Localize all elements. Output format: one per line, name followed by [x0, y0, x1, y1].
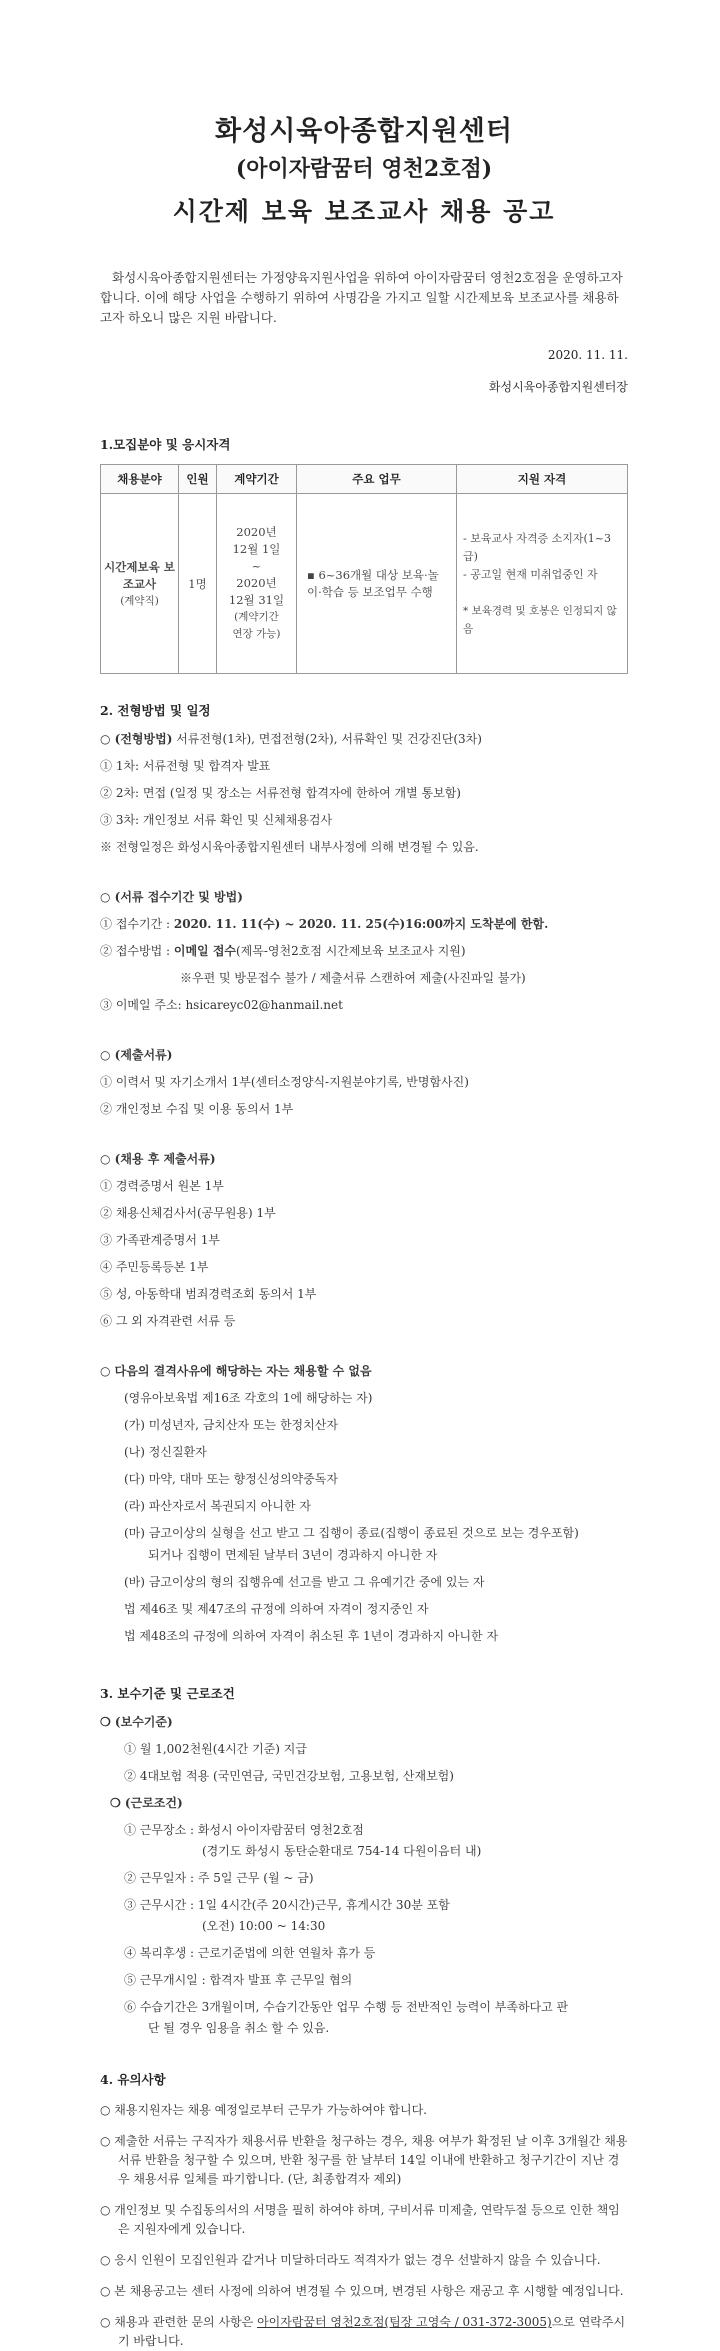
list-item: ④ 주민등록등본 1부: [100, 1260, 209, 1274]
table-header-cell: 계약기간: [217, 465, 297, 494]
issuer-name: 화성시육아종합지원센터장: [488, 380, 628, 394]
list-item: ⑤ 성, 아동학대 범죄경력조회 동의서 1부: [100, 1287, 317, 1301]
receipt-method-label: ② 접수방법 :: [100, 944, 174, 958]
table-header-cell: 지원 자격: [457, 465, 628, 494]
table-header-cell: 주요 업무: [297, 465, 457, 494]
section3-title: 3. 보수기준 및 근로조건: [100, 1686, 235, 1701]
list-item: ① 근무장소 : 화성시 아이자람꿈터 영천2호점: [124, 1823, 364, 1837]
contact-item: [100, 2313, 628, 2351]
receipt-method-value: 이메일 접수: [173, 944, 236, 958]
list-item-continued: 단 될 경우 임용을 취소 할 수 있음.: [148, 2021, 330, 2035]
field-cell: [101, 494, 179, 674]
law-clause: 법 제46조 및 제47조의 규정에 의하여 자격이 정지중인 자: [124, 1602, 429, 1616]
list-item: ⑥ 그 외 자격관련 서류 등: [100, 1314, 236, 1328]
notice-item: ○ 제출한 서류는 구직자가 채용서류 반환을 청구하는 경우, 채용 여부가 확정된 날 이후 3개월간 채용서류 반환을 청구할 수 있으며, 반환 청구를 한 날부터 14일 이내에 반환하고 청구기간이 지난 경우 채용서류 일체를 파기합니다. (단, 최종합격자 제외): [100, 2134, 628, 2186]
list-item: ① 월 1,002천원(4시간 기준) 지급: [124, 1742, 307, 1756]
intro-paragraph: 화성시육아종합지원센터는 가정양육지원사업을 위하여 아이자람꿈터 영천2호점을 운영하고자 합니다. 이에 해당 사업을 수행하기 위하여 사명감을 가지고 일할 시간제보육 보조교사를 채용하고자 하오니 많은 지원 바랍니다.: [100, 270, 623, 325]
notice-item: ○ 개인정보 및 수집동의서의 서명을 필히 하여야 하며, 구비서류 미제출, 연락두절 등으로 인한 책임은 지원자에게 있습니다.: [100, 2203, 620, 2236]
contact-info: 아이자람꿈터 영천2호점(팀장 고영숙 / 031-372-3005): [257, 2315, 552, 2329]
table-header-row: [101, 465, 628, 494]
notice-title: 시간제 보육 보조교사 채용 공고: [172, 197, 556, 226]
period-note: (계약기간 연장 가능): [232, 611, 281, 640]
notice-item: ○ 본 채용공고는 센터 사정에 의하여 변경될 수 있으며, 변경된 사항은 재공고 후 시행할 예정입니다.: [100, 2284, 624, 2298]
count-cell: 1명: [179, 494, 217, 674]
period-line: 12월 31일: [228, 593, 285, 607]
docs-head: ○ (제출서류): [100, 1048, 173, 1062]
work-head: ❍ (근로조건): [110, 1796, 183, 1810]
list-item: ① 경력증명서 원본 1부: [100, 1179, 224, 1193]
list-item: ③ 가족관계증명서 1부: [100, 1233, 221, 1247]
list-item: (마) 금고이상의 실형을 선고 받고 그 집행이 종료(집행이 종료된 것으로 보는 경우포함): [124, 1526, 579, 1540]
section2-title: 2. 전형방법 및 일정: [100, 703, 211, 718]
qualification-cell: [457, 494, 628, 674]
receipt-head: ○ (서류 접수기간 및 방법): [100, 890, 243, 904]
title-block: [100, 0, 628, 232]
contact-suffix: 으로 연락주시기 바랍니다.: [118, 2315, 626, 2348]
pay-head: ❍ (보수기준): [100, 1715, 173, 1729]
receipt-method: [100, 942, 628, 960]
period-line: ~: [251, 559, 262, 573]
method-head: ○ (전형방법): [100, 732, 173, 746]
duty-cell: ▪ 6~36개월 대상 보육·놀이·학습 등 보조업무 수행: [297, 494, 457, 674]
field-main: 시간제보육 보조교사: [104, 560, 175, 591]
qualification-item: - 공고일 현재 미취업중인 자: [463, 567, 598, 581]
list-item: ⑥ 수습기간은 3개월이며, 수습기간동안 업무 수행 등 전반적인 능력이 부족하다고 판: [124, 2000, 569, 2014]
qualification-note: * 보육경력 및 호봉은 인정되지 않음: [463, 604, 617, 635]
email-address: ③ 이메일 주소: hsicareyc02@hanmail.net: [100, 998, 343, 1012]
list-item-continued: 되거나 집행이 면제된 날부터 3년이 경과하지 아니한 자: [148, 1548, 438, 1562]
period-line: 12월 1일: [232, 542, 281, 556]
table-header-cell: 채용분야: [101, 465, 179, 494]
list-item: ② 4대보험 적용 (국민연금, 국민건강보험, 고용보험, 산재보험): [124, 1769, 454, 1783]
receipt-method-detail: (제목-영천2호점 시간제보육 보조교사 지원): [236, 944, 466, 958]
list-item: ② 개인정보 수집 및 이용 동의서 1부: [100, 1102, 294, 1116]
list-item: ② 근무일자 : 주 5일 근무 (월 ~ 금): [124, 1871, 314, 1885]
method-line: [100, 730, 628, 748]
list-item: (바) 금고이상의 형의 집행유예 선고를 받고 그 유예기간 중에 있는 자: [124, 1575, 485, 1589]
notice-date: 2020. 11. 11.: [547, 348, 628, 362]
notice-item: ○ 응시 인원이 모집인원과 같거나 미달하더라도 적격자가 없는 경우 선발하지 않을 수 있습니다.: [100, 2253, 601, 2267]
list-item: (가) 미성년자, 금치산자 또는 한정치산자: [124, 1418, 338, 1432]
list-item: ③ 근무시간 : 1일 4시간(주 20시간)근무, 휴게시간 30분 포함: [124, 1898, 450, 1912]
list-item: ③ 3차: 개인정보 서류 확인 및 신체채용검사: [100, 813, 333, 827]
recruitment-table: [100, 464, 628, 674]
list-item-continued: (경기도 화성시 동탄순환대로 754-14 다원이음터 내): [202, 1844, 482, 1858]
list-item: ② 2차: 면접 (일정 및 장소는 서류전형 합격자에 한하여 개별 통보함): [100, 786, 461, 800]
center-title: 화성시육아종합지원센터: [215, 116, 513, 147]
list-item: ① 이력서 및 자기소개서 1부(센터소정양식-지원분야기록, 반명함사진): [100, 1075, 469, 1089]
table-row: [101, 494, 628, 674]
section1-title: 1.모집분야 및 응시자격: [100, 437, 231, 452]
list-item: ② 채용신체검사서(공무원용) 1부: [100, 1206, 276, 1220]
list-item-continued: (오전) 10:00 ~ 14:30: [202, 1919, 326, 1933]
notice-item: ○ 채용지원자는 채용 예정일로부터 근무가 가능하여야 합니다.: [100, 2103, 427, 2117]
list-item: ④ 복리후생 : 근로기준법에 의한 연월차 휴가 등: [124, 1946, 376, 1960]
list-item: ⑤ 근무개시일 : 합격자 발표 후 근무일 협의: [124, 1973, 353, 1987]
list-item: (라) 파산자로서 복권되지 아니한 자: [124, 1499, 311, 1513]
list-item: (다) 마약, 대마 또는 향정신성의약중독자: [124, 1472, 338, 1486]
table-header-cell: 인원: [179, 465, 217, 494]
method-text: 서류전형(1차), 면접전형(2차), 서류확인 및 건강진단(3차): [172, 732, 482, 746]
field-sub: (계약직): [120, 595, 159, 607]
list-item: ① 1차: 서류전형 및 합격자 발표: [100, 759, 271, 773]
receipt-period-label: ① 접수기간 :: [100, 917, 174, 931]
after-docs-head: ○ (채용 후 제출서류): [100, 1152, 216, 1166]
section4-title: 4. 유의사항: [100, 2072, 166, 2087]
branch-title: (아이자람꿈터 영천2호점): [235, 156, 493, 182]
contact-prefix: ○ 채용과 관련한 문의 사항은: [100, 2315, 258, 2329]
qualification-item: - 보육교사 자격증 소지자(1~3급): [463, 531, 611, 563]
period-cell: [217, 494, 297, 674]
list-item: (나) 정신질환자: [124, 1445, 207, 1459]
disqualification-head: ○ 다음의 결격사유에 해당하는 자는 채용할 수 없음: [100, 1364, 372, 1378]
receipt-method-note: ※우편 및 방문접수 불가 / 제출서류 스캔하여 제출(사진파일 불가): [180, 971, 526, 985]
receipt-period-value: 2020. 11. 11(수) ~ 2020. 11. 25(수)16:00까지 도착분에 한함.: [173, 917, 549, 931]
period-line: 2020년: [236, 525, 277, 539]
law-clause: 법 제48조의 규정에 의하여 자격이 취소된 후 1년이 경과하지 아니한 자: [124, 1629, 499, 1643]
schedule-note: ※ 전형일정은 화성시육아종합지원센터 내부사정에 의해 변경될 수 있음.: [100, 840, 479, 854]
disqualification-intro: (영유아보육법 제16조 각호의 1에 해당하는 자): [124, 1391, 373, 1405]
period-line: 2020년: [236, 576, 277, 590]
receipt-period: [100, 915, 628, 933]
